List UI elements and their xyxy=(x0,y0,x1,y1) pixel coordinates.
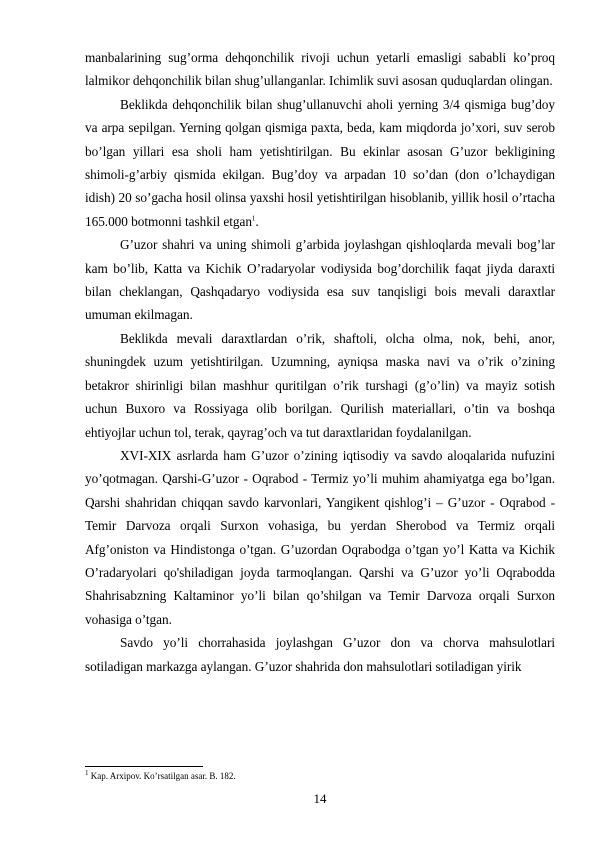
paragraph-3: G’uzor shahri va uning shimoli g’arbida joylashgan qishloqlarda mevali bog’lar kam bo’lib, Katta va Kichik O’radaryolar vodiysida bog’dorchilik faqat jiyda daraxti bilan cheklangan, Qashqadaryo vodiysida esa suv tanqisligi bois mevali daraxtlar umuman ekilmagan. xyxy=(85,237,555,323)
page-number: 14 xyxy=(313,791,327,806)
paragraph-2 xyxy=(85,93,555,233)
footnote-divider xyxy=(85,766,203,767)
paragraph-2-text: Beklikda dehqonchilik bilan shug’ullanuvchi aholi yerning 3/4 qismiga bug’doy va arpa sepilgan. Yerning qolgan qismiga paxta, beda, kam miqdorda jo’xori, suv serob bo’lgan yillari esa sholi ham yetishtirilgan. Bu ekinlar asosan G’uzor bekligining shimoli-g’arbiy qismida ekilgan. Bug’doy va arpadan 10 so’dan (don o’lchaydigan idish) 20 so’gacha hosil olinsa yaxshi hosil yetishtirilgan hisoblanib, yillik hosil o’rtacha 165.000 botmonni tashkil etgan xyxy=(85,96,555,229)
footnote-reference[interactable]: 1 xyxy=(251,214,256,223)
paragraph-5: XVI-XIX asrlarda ham G’uzor o’zining iqtisodiy va savdo aloqalarida nufuzini yo’qotmagan. Qarshi-G’uzor - Oqrabod - Termiz yo’li muhim ahamiyatga ega bo’lgan. Qarshi shahridan chiqqan savdo karvonlari, Yangikent qishlog’i – G’uzor - Oqrabod - Temir Darvoza orqali Surxon vohasiga, bu yerdan Sherobod va Termiz orqali Afg’oniston va Hindistonga o’tgan. G’uzordan Oqrabodga o’tgan yo’l Katta va Kichik O’radaryolari qo'shiladigan joyda tarmoqlangan. Qarshi va G’uzor yo’li Oqrabodda Shahrisabzning Kaltaminor yo’li bilan qo’shilgan va Temir Darvoza orqali Surxon vohasiga o’tgan. xyxy=(85,447,555,627)
footnote-text: Kap. Arxipov. Ko’rsatilgan asar. B. 182. xyxy=(90,771,236,781)
body-text xyxy=(85,46,555,678)
paragraph-2-tail: . xyxy=(255,213,259,229)
footnote-number: 1 xyxy=(85,769,89,777)
paragraph-6: Savdo yo’li chorrahasida joylashgan G’uzor don va chorva mahsulotlari sotiladigan markazga aylangan. G’uzor shahrida don mahsulotlari sotiladigan yirik xyxy=(85,635,555,674)
footnote xyxy=(85,771,236,781)
paragraph-1: manbalarining sug’orma dehqonchilik rivoji uchun yetarli emasligi sababli ko’proq lalmikor dehqonchilik bilan shug’ullanganlar. Ichimlik suvi asosan quduqlardan olingan. xyxy=(85,50,555,89)
paragraph-4: Beklikda mevali daraxtlardan o’rik, shaftoli, olcha olma, nok, behi, anor, shuningdek uzum yetishtirilgan. Uzumning, ayniqsa maska navi va o’rik o’zining betakror shirinligi bilan mashhur quritilgan o’rik turshagi (g’o’lin) va mayiz sotish uchun Buxoro va Rossiyaga olib borilgan. Qurilish materiallari, o’tin va boshqa ehtiyojlar uchun tol, terak, qayrag’och va tut daraxtlaridan foydalanilgan. xyxy=(85,330,555,440)
